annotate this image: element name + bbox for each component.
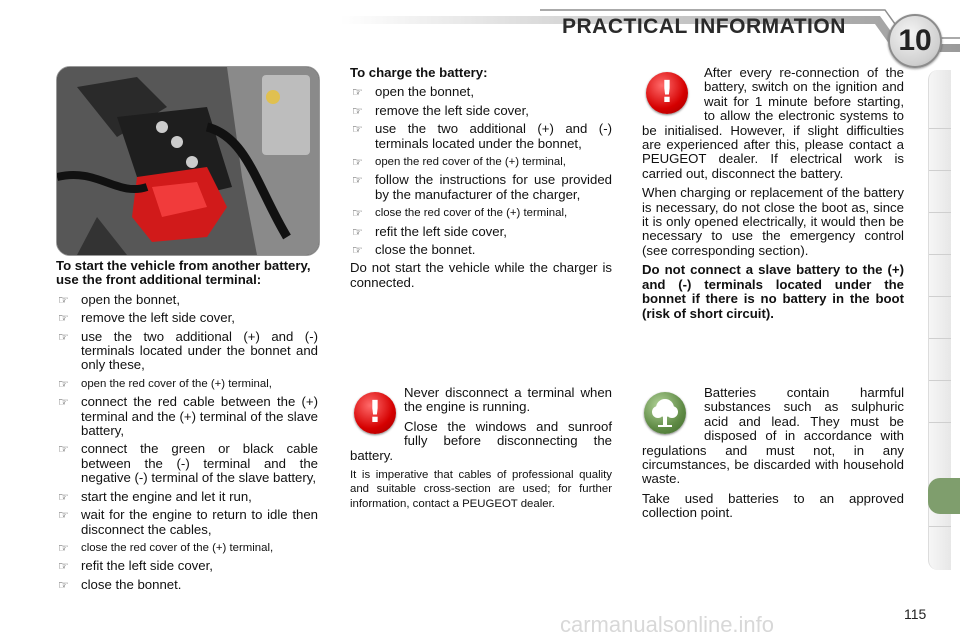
list-item: ☞ open the red cover of the (+) terminal,	[352, 155, 566, 170]
reconnection-text: After every re-connection of the battery, switch on the ignition and wait for 1 minute before starting, to allow the electronic systems to be initialised. However, if slight difficulties are experienced after this, please contact a PEUGEOT dealer. If electrical work is carried out, disconnect the battery.	[642, 65, 904, 181]
battery-terminal-photo	[56, 66, 320, 256]
list-item: ☞ start the engine and let it run,	[58, 488, 252, 504]
pointing-hand-icon: ☞	[58, 376, 69, 391]
list-item: ☞ wait for the engine to return to idle then disconnect the cables,	[58, 507, 318, 537]
pointing-hand-icon: ☞	[352, 173, 363, 188]
list-item: ☞ remove the left side cover,	[352, 102, 529, 118]
harmful-substances-text: Batteries contain harmful substances such as sulphuric acid and lead. They must be disposed of in accordance with regulations and must not, in any circumstances, be discarded with household waste.	[642, 385, 904, 487]
section-tab-active[interactable]	[928, 478, 960, 514]
pointing-hand-icon: ☞	[58, 442, 69, 457]
list-item: ☞ close the bonnet.	[352, 242, 476, 258]
list-item: ☞ open the bonnet,	[58, 291, 180, 307]
list-item: ☞ connect the red cable between the (+) terminal and the (+) terminal of the slave battery,	[58, 394, 318, 439]
pointing-hand-icon: ☞	[352, 85, 363, 100]
list-item: ☞ connect the green or black cable between the (-) terminal and the negative (-) terminal of the slave battery,	[58, 441, 318, 486]
pointing-hand-icon: ☞	[58, 540, 69, 555]
chapter-number-badge: 10	[888, 14, 942, 68]
tree-environment-icon	[644, 392, 686, 434]
list-item: ☞ close the red cover of the (+) terminal,	[352, 206, 568, 221]
cable-quality-text: It is imperative that cables of professional quality and suitable cross-section are used; for further information, contact a PEUGEOT dealer.	[350, 469, 612, 510]
pointing-hand-icon: ☞	[352, 103, 363, 118]
section-heading: To charge the battery:	[350, 65, 488, 80]
short-circuit-warning: Do not connect a slave battery to the (+) and (-) terminals located under the bonnet if there is no battery in the boot (risk of short circuit).	[642, 262, 904, 321]
never-disconnect-text: Never disconnect a terminal when the engine is running.	[404, 385, 612, 415]
pointing-hand-icon: ☞	[58, 292, 69, 307]
list-item: ☞ close the red cover of the (+) terminal,	[58, 540, 274, 555]
list-item: ☞ use the two additional (+) and (-) terminals located under the bonnet and only these,	[58, 328, 318, 373]
list-item: ☞ follow the instructions for use provided by the manufacturer of the charger,	[352, 172, 612, 202]
reconnection-info-section	[642, 66, 904, 326]
list-item: ☞ refit the left side cover,	[58, 558, 213, 574]
pointing-hand-icon: ☞	[58, 577, 69, 592]
list-item: ☞ open the red cover of the (+) terminal,	[58, 376, 272, 391]
battery-charging-section	[350, 66, 612, 295]
warning-exclamation-icon: !	[646, 72, 688, 114]
pointing-hand-icon: ☞	[352, 243, 363, 258]
pointing-hand-icon: ☞	[58, 311, 69, 326]
pointing-hand-icon: ☞	[352, 122, 363, 137]
watermark: carmanualsonline.info	[560, 612, 775, 637]
page-title: PRACTICAL INFORMATION	[562, 15, 846, 38]
pointing-hand-icon: ☞	[352, 224, 363, 239]
disconnect-warning-box	[350, 386, 612, 516]
list-item: ☞ open the bonnet,	[352, 84, 474, 100]
charger-note: Do not start the vehicle while the charger is connected.	[350, 260, 612, 290]
pointing-hand-icon: ☞	[352, 206, 363, 221]
pointing-hand-icon: ☞	[58, 489, 69, 504]
list-item: ☞ use the two additional (+) and (-) terminals located under the bonnet,	[352, 121, 612, 151]
pointing-hand-icon: ☞	[58, 559, 69, 574]
list-item: ☞ remove the left side cover,	[58, 310, 235, 326]
page-number: 115	[904, 606, 927, 622]
warning-exclamation-icon: !	[354, 392, 396, 434]
list-item: ☞ refit the left side cover,	[352, 223, 507, 239]
battery-disposal-box	[642, 386, 904, 526]
slave-battery-start-section	[56, 259, 318, 596]
list-item: ☞ close the bonnet.	[58, 576, 182, 592]
pointing-hand-icon: ☞	[58, 508, 69, 523]
close-windows-text: Close the windows and sunroof fully before disconnecting the battery.	[350, 418, 612, 463]
section-heading: To start the vehicle from another battery, use the front additional terminal:	[56, 258, 311, 288]
pointing-hand-icon: ☞	[352, 155, 363, 170]
collection-point-text: Take used batteries to an approved collection point.	[642, 490, 904, 521]
engine-bay-illustration	[57, 67, 319, 255]
boot-warning-text: When charging or replacement of the battery is necessary, do not close the boot as, since it is only opened electrically, it would then be necessary to use the emergency control (see corresponding section).	[642, 185, 904, 258]
pointing-hand-icon: ☞	[58, 395, 69, 410]
pointing-hand-icon: ☞	[58, 329, 69, 344]
